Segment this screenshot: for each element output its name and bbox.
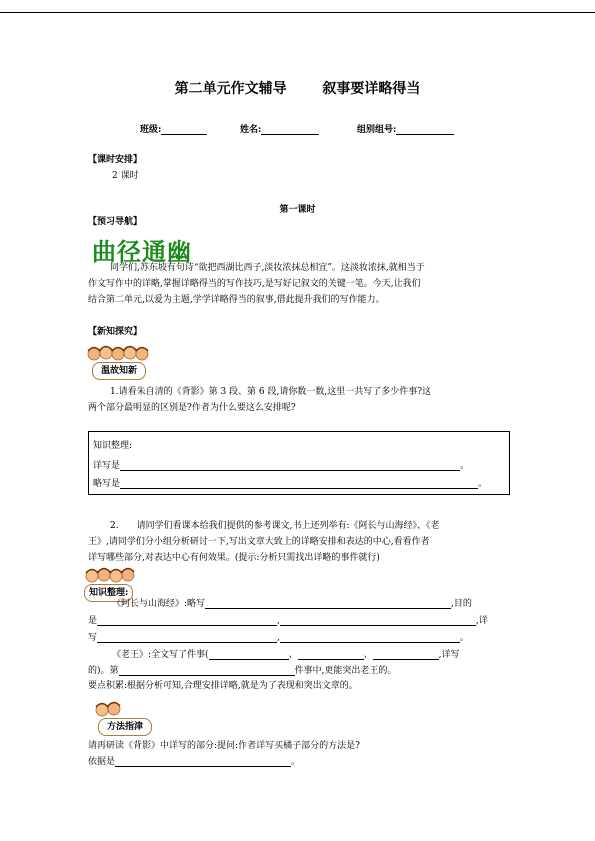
badge-knowledge-label: 知识整理: [84,584,133,602]
knowledge-box [88,431,510,495]
class-label: 班级: [140,125,162,135]
a4-end: ,详写 [438,650,460,660]
a4-blank-1[interactable] [209,649,289,660]
a3-end: 。 [459,633,469,643]
detail-label: 详写是 [93,461,121,471]
answer-line-3: 写 , 。 [88,633,469,643]
group-label: 组别组号: [357,125,397,135]
a3-blank-2[interactable] [280,632,460,643]
title-sub: 叙事要详略得当 [322,81,421,97]
name-label: 姓名: [240,125,262,135]
a1-end: ,目的 [451,599,472,609]
top-rule [0,12,595,13]
a1-blank[interactable] [205,598,451,609]
a2-end: ,详 [475,616,488,626]
q2-line: 详写哪些部分,对表达中心有何效果。(提示:分析只需找出详略的事件就行) [88,553,380,563]
a4-sep: 、 [363,650,373,660]
schedule-heading: 【课时安排】 [88,155,143,165]
brief-label: 略写是 [93,479,121,489]
answer-line-1 [112,596,472,609]
children-faces-icon [84,566,154,584]
a4-sep: 、 [288,650,298,660]
q2-line: 2. 请同学们看课本给我们提供的参考课文,书上还列举有:《阿长与山海经》、《老 [110,521,440,531]
lesson-heading: 第一课时 [279,205,316,215]
preview-text [88,260,508,308]
a2-blank-2[interactable] [280,615,476,626]
answer-line-2: 是 , ,详 [88,616,488,626]
title-main: 第二单元作文辅导 [174,81,287,97]
a4-blank-3[interactable] [373,649,439,660]
a1-prefix: 《阿长与山海经》:略写 [112,599,206,609]
detail-blank[interactable] [120,460,460,471]
children-faces-icon [86,344,156,362]
method-line-1: 请再研读《背影》中详写的部分:提问:作者详写买橘子部分的方法是? [88,741,360,751]
m2-blank[interactable] [115,756,291,767]
group-field [357,122,454,135]
answer-line-5 [88,663,396,676]
badge-method-label: 方法指津 [98,718,152,736]
question-2 [88,518,508,566]
m2-end: 。 [291,757,301,767]
a4-blank-2[interactable] [298,649,364,660]
a2-prefix: 是 [88,616,98,626]
name-field [240,122,319,135]
page-title [0,78,595,98]
calligraphy-title: 曲径通幽 [92,238,192,266]
answer-line-4 [112,647,459,660]
brief-blank[interactable] [120,478,478,489]
box-title: 知识整理: [93,441,133,451]
q1-line: 1.请看朱自清的《背影》第 3 段、第 6 段,请你数一数,这里一共写了多少件事?这 [110,387,432,397]
preview-line: 作文写作中的详略,掌握详略得当的写作技巧,是写好记叙文的关键一笔。今天,让我们 [88,279,421,289]
m2-prefix: 依据是 [88,757,116,767]
preview-line: 同学们,苏东坡有句诗“欲把西湖比西子,淡妆浓抹总相宜”。这淡妆浓抹,就相当于 [110,263,425,273]
method-line-2 [88,754,300,767]
a4-prefix: 《老王》:全文写了件事( [112,650,209,660]
class-blank[interactable] [161,124,207,135]
explore-heading: 【新知探究】 [88,327,143,337]
group-blank[interactable] [396,124,454,135]
brief-end: 。 [478,479,488,489]
a5-blank[interactable] [119,665,295,676]
q2-line: 王》,请同学们分小组分析研讨一下,写出文章大致上的详略安排和表达的中心,看看作者 [88,537,430,547]
class-field [140,122,207,135]
detail-row [93,458,469,471]
brief-row [93,476,487,489]
a5-prefix: 的)。第 [88,666,119,676]
badge-review [86,344,156,384]
a5-end: 件事中,更能突出老王的。 [294,666,397,676]
detail-end: 。 [460,461,470,471]
preview-line: 结合第二单元,以爱为主题,学学详略得当的叙事,借此提升我们的写作能力。 [88,295,385,305]
badge-method [92,700,162,740]
badge-review-label: 温故知新 [92,362,146,380]
name-blank[interactable] [261,124,319,135]
summary-line: 要点积累:根据分析可知,合理安排详略,就是为了表现和突出文章的。 [88,681,358,691]
q1-line: 两个部分最明显的区别是?作者为什么要这么安排呢? [88,403,296,413]
schedule-value: 2 课时 [112,171,139,181]
a2-blank-1[interactable] [97,615,277,626]
a3-prefix: 写 [88,633,98,643]
a3-blank-1[interactable] [97,632,277,643]
children-faces-icon [92,700,162,718]
question-1 [88,384,508,416]
preview-heading: 【预习导航】 [88,217,143,227]
